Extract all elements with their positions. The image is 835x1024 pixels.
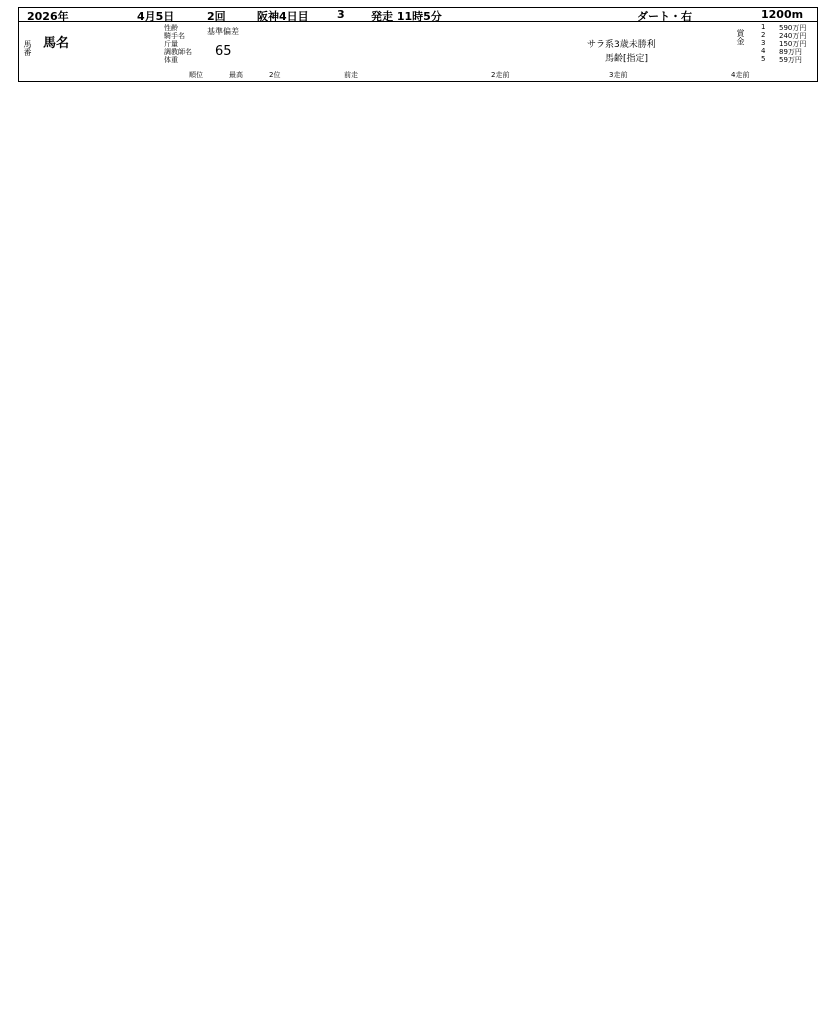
prize-rank-1: 1 [761, 23, 766, 31]
prize-rank-2: 2 [761, 31, 766, 39]
col-horse: 馬名 [43, 36, 70, 51]
race-start-time: 発走 11時5分 [371, 10, 442, 23]
col-second: 2位 [269, 71, 281, 79]
col-prev2: 2走前 [491, 71, 510, 79]
race-round: 2回 [207, 10, 226, 23]
col-rank: 順位 [189, 71, 203, 79]
col-prev1: 前走 [344, 71, 358, 79]
race-date: 4月5日 [137, 10, 175, 23]
race-surface: ダート・右 [637, 10, 692, 23]
prize-5: 59万円 [779, 56, 802, 64]
col-prev3: 3走前 [609, 71, 628, 79]
col-umaban: 馬番 [23, 40, 32, 56]
field-label-4: 体重 [164, 56, 178, 64]
standard-value: 65 [215, 44, 232, 59]
race-condition: サラ系3歳未勝利 [587, 40, 656, 50]
prize-2: 240万円 [779, 32, 807, 40]
weight-rule: 馬齢[指定] [605, 54, 649, 64]
col-best: 最高 [229, 71, 243, 79]
field-label-1: 騎手名 [164, 32, 185, 40]
prize-rank-3: 3 [761, 39, 766, 47]
race-year: 2026年 [27, 10, 69, 23]
prize-3: 150万円 [779, 40, 807, 48]
prize-4: 89万円 [779, 48, 802, 56]
prize-rank-5: 5 [761, 55, 766, 63]
prize-label: 賞金 [736, 29, 745, 45]
race-distance: 1200m [761, 8, 804, 21]
column-header [18, 22, 818, 82]
race-number: 3 [337, 8, 345, 21]
race-venue: 阪神4日目 [257, 10, 309, 23]
race-header [18, 7, 818, 22]
prize-rank-4: 4 [761, 47, 766, 55]
col-prev4: 4走前 [731, 71, 750, 79]
field-label-2: 斤量 [164, 40, 178, 48]
prize-1: 590万円 [779, 24, 807, 32]
standard-label: 基準偏差 [207, 27, 239, 36]
field-label-0: 性齢 [164, 24, 178, 32]
field-label-3: 調教師名 [164, 48, 192, 56]
